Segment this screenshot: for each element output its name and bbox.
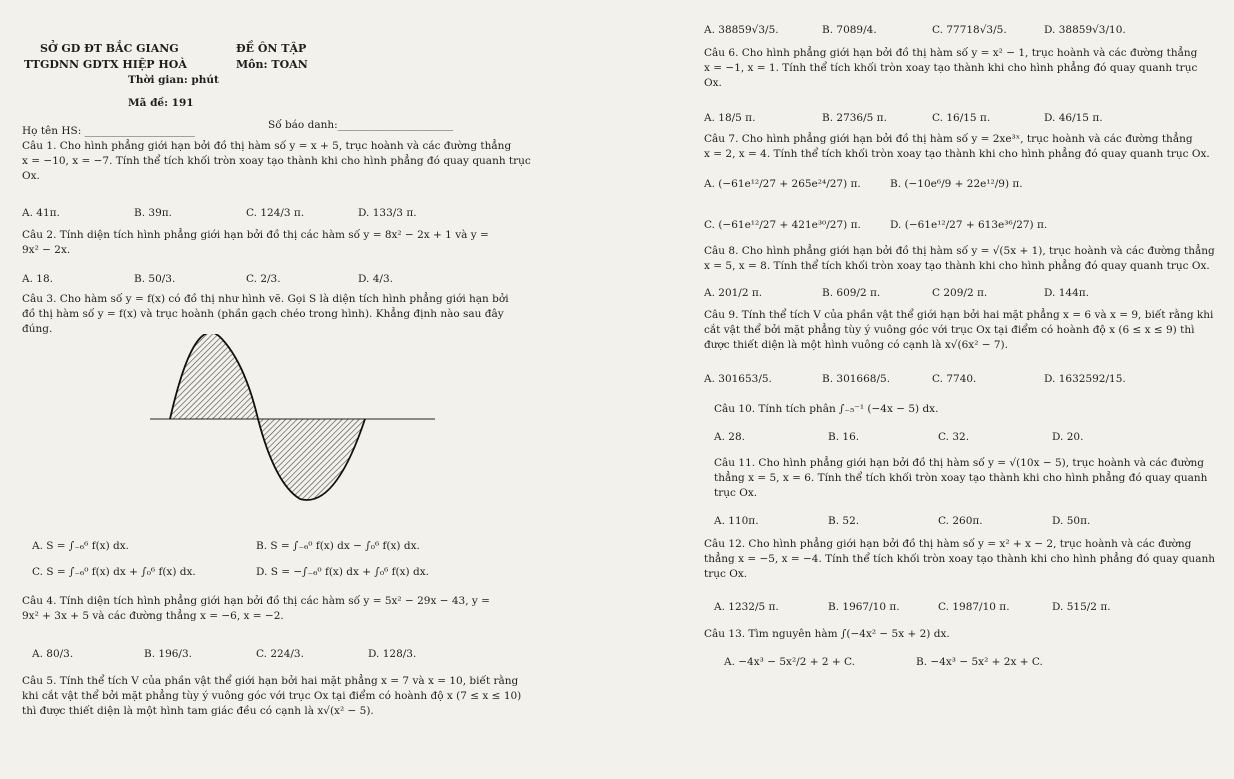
question-2-options: A. 18. B. 50/3. C. 2/3. D. 4/3. (22, 273, 393, 285)
question-10: Câu 10. Tính tích phân ∫₋₅⁻¹ (−4x − 5) dx. (714, 403, 939, 415)
question-11-options: A. 110π. B. 52. C. 260π. D. 50π. (714, 515, 1091, 527)
exam-subject: Môn: TOAN (236, 58, 308, 71)
question-13-option-b: B. −4x³ − 5x² + 2x + C. (916, 656, 1043, 668)
question-11: Câu 11. Cho hình phẳng giới hạn bởi đồ thị hàm số y = √(10x − 5), trục hoành và các đường thẳng x = 5, x = 6. Tính thể tích khối tròn xoay tạo thành khi cho hình phẳng đó quay quanh trục Ox. (714, 457, 1208, 499)
question-3-option-b: B. S = ∫₋₆⁰ f(x) dx − ∫₀⁶ f(x) dx. (256, 540, 420, 552)
exam-title: ĐỀ ÔN TẬP (236, 42, 307, 55)
question-7-option-b: B. (−10e⁶/9 + 22e¹²/9) π. (890, 178, 1023, 190)
question-6: Câu 6. Cho hình phẳng giới hạn bởi đồ thị hàm số y = x² − 1, trục hoành và các đường thẳng x = −1, x = 1. Tính thể tích khối tròn xoay tạo thành khi cho hình phẳng đó quay quanh trục Ox. (704, 47, 1198, 89)
student-id-label: Số báo danh:______________________ (268, 119, 454, 131)
question-4: Câu 4. Tính diện tích hình phẳng giới hạn bởi đồ thị các hàm số y = 5x² − 29x − 43, y = 9x² + 3x + 5 và các đường thẳng x = −6, x = −2. (22, 595, 490, 622)
question-7: Câu 7. Cho hình phẳng giới hạn bởi đồ thị hàm số y = 2xe³ˣ, trục hoành và các đường thẳng x = 2, x = 4. Tính thể tích khối tròn xoay tạo thành khi cho hình phẳng đó quay quanh trục Ox. (704, 133, 1210, 160)
school-dept: SỞ GD ĐT BẮC GIANG (40, 42, 179, 55)
school-center: TTGDNN GDTX HIỆP HOÀ (24, 58, 187, 71)
question-9-options: A. 301653/5. B. 301668/5. C. 7740. D. 1632592/15. (704, 373, 1126, 385)
question-13-option-a: A. −4x³ − 5x²/2 + 2 + C. (724, 656, 855, 668)
function-graph-figure (150, 334, 440, 504)
question-3-option-c: C. S = ∫₋₆⁰ f(x) dx + ∫₀⁶ f(x) dx. (32, 566, 196, 578)
question-3-option-a: A. S = ∫₋₆⁶ f(x) dx. (32, 540, 130, 552)
question-4-options: A. 80/3. B. 196/3. C. 224/3. D. 128/3. (32, 648, 417, 660)
question-13: Câu 13. Tìm nguyên hàm ∫(−4x² − 5x + 2) dx. (704, 628, 950, 640)
question-7-option-c: C. (−61e¹²/27 + 421e³⁰/27) π. (704, 219, 861, 231)
question-5: Câu 5. Tính thể tích V của phần vật thể giới hạn bởi hai mặt phẳng x = 7 và x = 10, biết rằng khi cắt vật thể bởi mặt phẳng tùy ý vuông góc với trục Ox tại điểm có hoành độ x (7 ≤ x ≤ 10) thì được thiết diện là một hình tam giác đều có cạnh là x√(x² − 5). (22, 675, 522, 717)
question-12: Câu 12. Cho hình phẳng giới hạn bởi đồ thị hàm số y = x² + x − 2, trục hoành và các đường thẳng x = −5, x = −4. Tính thể tích khối tròn xoay tạo thành khi cho hình phẳng đó quay quanh trục Ox. (704, 538, 1215, 580)
question-5-options: A. 38859√3/5. B. 7089/4. C. 77718√3/5. D. 38859√3/10. (704, 24, 1126, 36)
question-8: Câu 8. Cho hình phẳng giới hạn bởi đồ thị hàm số y = √(5x + 1), trục hoành và các đường thẳng x = 5, x = 8. Tính thể tích khối tròn xoay tạo thành khi cho hình phẳng đó quay quanh trục Ox. (704, 245, 1215, 272)
question-9: Câu 9. Tính thể tích V của phần vật thể giới hạn bởi hai mặt phẳng x = 6 và x = 9, biết rằng khi cắt vật thể bởi mặt phẳng tùy ý vuông góc với trục Ox tại điểm có hoành độ x (6 ≤ x ≤ 9) thì được thiết diện là một hình vuông có cạnh là x√(6x² − 7). (704, 309, 1214, 351)
question-7-option-d: D. (−61e¹²/27 + 613e³⁶/27) π. (890, 219, 1048, 231)
question-1-options: A. 41π. B. 39π. C. 124/3 π. D. 133/3 π. (22, 207, 417, 219)
question-10-options: A. 28. B. 16. C. 32. D. 20. (714, 431, 1084, 443)
exam-code: Mã đề: 191 (128, 97, 194, 109)
question-12-options: A. 1232/5 π. B. 1967/10 π. C. 1987/10 π. D. 515/2 π. (714, 601, 1111, 613)
question-3-option-d: D. S = −∫₋₆⁰ f(x) dx + ∫₀⁶ f(x) dx. (256, 566, 429, 578)
question-2: Câu 2. Tính diện tích hình phẳng giới hạn bởi đồ thị các hàm số y = 8x² − 2x + 1 và y = 9x² − 2x. (22, 229, 489, 256)
question-6-options: A. 18/5 π. B. 2736/5 π. C. 16/15 π. D. 46/15 π. (704, 112, 1103, 124)
question-1: Câu 1. Cho hình phẳng giới hạn bởi đồ thị hàm số y = x + 5, trục hoành và các đường thẳng x = −10, x = −7. Tính thể tích khối tròn xoay tạo thành khi cho hình phẳng đó quay quanh trục Ox. (22, 140, 531, 182)
student-name-label: Họ tên HS: _____________________ (22, 125, 195, 137)
question-3: Câu 3. Cho hàm số y = f(x) có đồ thị như hình vẽ. Gọi S là diện tích hình phẳng giới hạn bởi đồ thị hàm số y = f(x) và trục hoành (phần gạch chéo trong hình). Khẳng định nào sau đây đúng. (22, 293, 509, 335)
question-7-option-a: A. (−61e¹²/27 + 265e²⁴/27) π. (704, 178, 861, 190)
question-8-options: A. 201/2 π. B. 609/2 π. C 209/2 π. D. 144π. (704, 287, 1089, 299)
exam-time: Thời gian: phút (128, 74, 219, 86)
